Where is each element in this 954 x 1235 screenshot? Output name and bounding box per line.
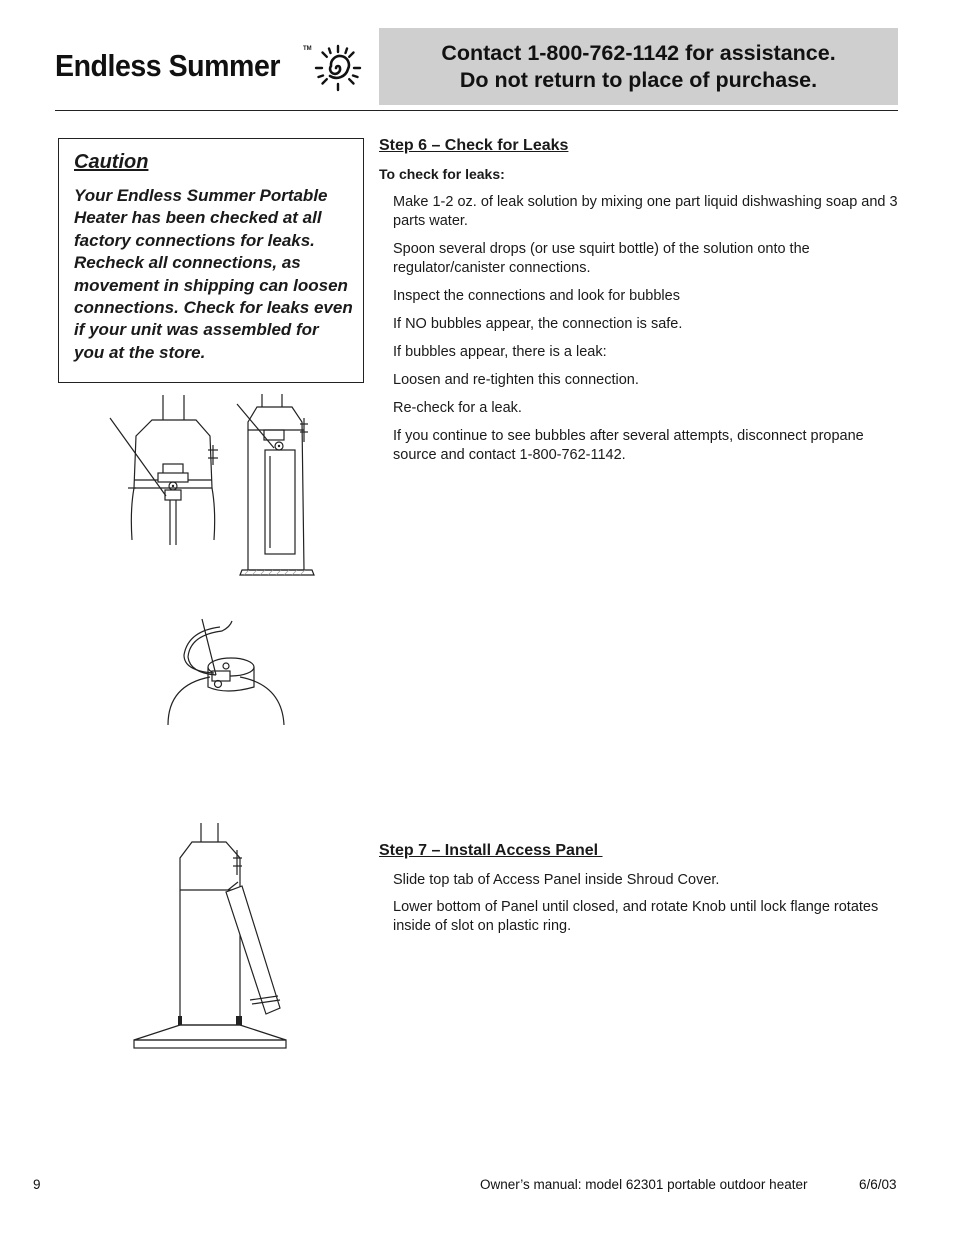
step6-item: If you continue to see bubbles after several attempts, disconnect propane source and contact 1-800-762-1142.: [393, 428, 864, 463]
step6-item: Re-check for a leak.: [393, 400, 522, 416]
footer-manual-title: Owner’s manual: model 62301 portable outdoor heater: [480, 1177, 808, 1192]
step6-item: Inspect the connections and look for bubbles: [393, 288, 680, 304]
caution-body: Your Endless Summer Portable Heater has been checked at all factory connections for leaks. Recheck all connections, as movement in shipping can loosen connections. Check for leaks even if your unit was assembled for you at the store.: [74, 186, 353, 362]
step6-item: Loosen and re-tighten this connection.: [393, 372, 639, 388]
step6-item: If NO bubbles appear, the connection is safe.: [393, 316, 683, 332]
heater-regulator-illustration: [100, 390, 235, 545]
step6-subtitle: To check for leaks:: [379, 166, 505, 182]
footer-date: 6/6/03: [859, 1177, 897, 1192]
brand-logo: [55, 36, 375, 96]
step7-title: Step 7 – Install Access Panel: [379, 842, 603, 859]
step7-item: Slide top tab of Access Panel inside Shroud Cover.: [393, 872, 720, 888]
caution-box: [58, 138, 364, 383]
logo-trademark: TM: [303, 46, 312, 52]
step6-item: Spoon several drops (or use squirt bottle) of the solution onto the regulator/canister connections.: [393, 241, 810, 276]
header-divider: [55, 110, 898, 111]
heater-side-illustration: [232, 392, 322, 578]
step6-title: Step 6 – Check for Leaks: [379, 137, 569, 154]
page-number: 9: [33, 1177, 41, 1192]
access-panel-illustration: [128, 820, 293, 1052]
step6-item: If bubbles appear, there is a leak:: [393, 344, 607, 360]
sun-icon: [310, 40, 366, 96]
contact-line-return: Do not return to place of purchase.: [459, 67, 818, 92]
step6-item: Make 1-2 oz. of leak solution by mixing one part liquid dishwashing soap and 3 parts water.: [393, 194, 898, 229]
propane-tank-illustration: [160, 615, 290, 727]
logo-text: Endless Summer: [55, 48, 280, 83]
caution-title: Caution: [74, 151, 149, 173]
contact-line-phone: Contact 1-800-762-1142 for assistance.: [441, 40, 836, 65]
step7-item: Lower bottom of Panel until closed, and rotate Knob until lock flange rotates inside of slot on plastic ring.: [393, 899, 879, 934]
contact-banner: [379, 28, 898, 105]
